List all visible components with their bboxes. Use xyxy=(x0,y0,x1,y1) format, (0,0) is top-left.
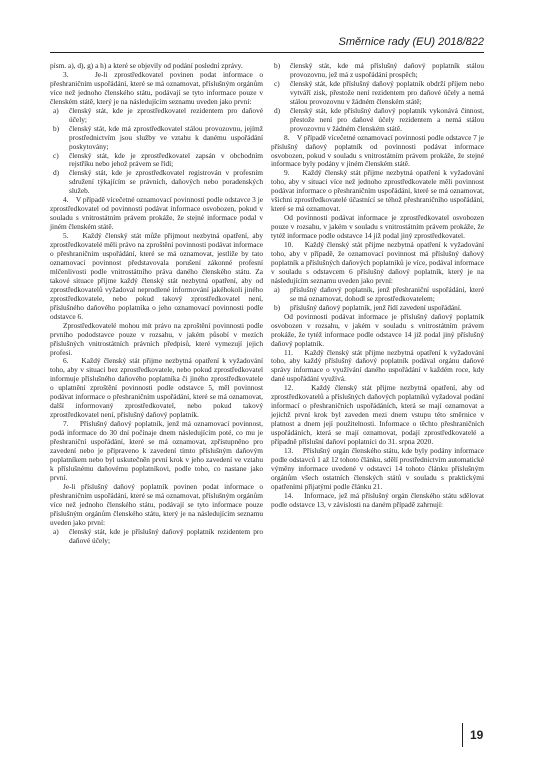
list-item-text: členský stát, kde je zprostředkovatel rezidentem pro daňové účely; xyxy=(69,105,263,124)
paragraph: Je-li příslušný daňový poplatník povinen podat informace o přeshraničním uspořádání, které se má oznamovat, příslušným orgánům více než jednoho členského státu, podávají se tyto informace pouze příslušným orgánům členského státu, který je na následujícím seznamu uveden jako první: xyxy=(50,481,263,527)
list-item-text: členský stát, kde má příslušný daňový poplatník stálou provozovnu, jež má z uspořádání prospěch; xyxy=(290,61,484,79)
paragraph: 13. Příslušný orgán členského státu, kde byly podány informace podle odstavců 1 až 12 tohoto článku, sdělí prostřednictvím automatické výměny informace uvedené v odstavci 14 tohoto článku příslušným orgánům všech ostatních členských států v souladu s praktickými opatřeními přijatými podle článku 21. xyxy=(271,445,484,491)
list-item-text: členský stát, kde příslušný daňový poplatník obdrží příjem nebo vytváří zisk, přestože není rezidentem pro daňové účely a nemá stálou provozovnu v žádném členském státě; xyxy=(290,78,484,106)
list-item xyxy=(271,107,484,134)
list-item-marker: a) xyxy=(53,105,59,115)
paragraph: 7. Příslušný daňový poplatník, jenž má oznamovací povinnost, podá informace do 30 dní počínaje dnem následujícím poté, co mu je přeshraniční uspořádání, které se má oznamovat, zpřístupněno pro zavedení nebo je připraveno k zavedení tímto příslušným daňovým poplatníkem nebo byl uskutečněn první krok v jeho zavedení ve vztahu k příslušnému daňovému poplatníkovi, podle toho, co nastane jako první. xyxy=(50,419,263,482)
paragraph: 10. Každý členský stát přijme nezbytná opatření k vyžadování toho, aby v případě, že oznamovací povinnost má příslušný daňový poplatník a příslušných daňových poplatníků je více, podával informace v souladu s odstavcem 6 příslušný daňový poplatník, který je na následujícím seznamu uveden jako první: xyxy=(271,240,484,285)
list-item-marker: a) xyxy=(53,526,59,536)
list-item-marker: a) xyxy=(274,284,280,294)
list-item-text: příslušný daňový poplatník, jenž řídí zavedení uspořádání. xyxy=(290,302,462,312)
paragraph: 12. Každý členský stát přijme nezbytná opatření, aby od zprostředkovatelů a příslušných daňových poplatníků vyžadoval podání informací o přeshraničních uspořádáních, která se mají oznamovat a jejichž první krok byl zaveden mezi dnem vstupu této směrnice v platnost a dnem její použitelnosti. Informace o těchto přeshraničních uspořádáních, která se mají oznamovat, podají zprostředkovatelé a případně příslušní daňoví poplatníci do 31. srpna 2020. xyxy=(271,383,484,447)
list-item-marker: c) xyxy=(53,150,59,160)
list-item-text: příslušný daňový poplatník, jenž přeshraniční uspořádání, které se má oznamovat, dohodl se zprostředkovatelem; xyxy=(290,284,484,303)
left-text-column xyxy=(50,62,263,545)
paragraph: 14. Informace, jež má příslušný orgán členského státu sdělovat podle odstavce 13, v závislosti na daném případě zahrnují: xyxy=(271,490,484,509)
list-item xyxy=(271,62,484,80)
paragraph: Zprostředkovatelé mohou mít právo na zproštění povinnosti podle prvního pododstavce pouze v rozsahu, v jakém působí v mezích příslušných vnitrostátních právních předpisů, které vymezují jejich profesi. xyxy=(50,320,263,357)
list-item-marker: c) xyxy=(274,78,280,88)
paragraph: 4. V případě vícečetné oznamovací povinnosti podle odstavce 3 je zprostředkovatel od povinnosti podávat informace osvobozen, pokud v souladu s vnitrostátním právem prokáže, že stejné informace podal v jiném členském státě. xyxy=(50,195,263,232)
list-item-marker: d) xyxy=(274,105,281,115)
paragraph: 3. Je-li zprostředkovatel povinen podat informace o přeshraničním uspořádání, které se má oznamovat, příslušným orgánům více než jednoho členského státu, podávají se tyto informace pouze v členském státě, který je na následujícím seznamu uveden jako první: xyxy=(50,69,263,106)
paragraph: písm. a), d), g) a h) a které se objevily od podání poslední zprávy. xyxy=(50,61,243,70)
right-text-column xyxy=(271,62,484,510)
page-header xyxy=(0,0,534,62)
list-item xyxy=(50,169,263,196)
paragraph: Od povinnosti podávat informace je příslušný daňový poplatník osvobozen v rozsahu, v jakém v souladu s vnitrostátním právem prokáže, že tytéž informace podle odstavce 14 již podal jiný příslušný daňový poplatník. xyxy=(271,311,484,348)
paragraph: 11. Každý členský stát přijme nezbytná opatření k vyžadování toho, aby každý příslušný daňový poplatník podával orgánu daňové správy informace o využívání daného uspořádání v každém roce, kdy dané uspořádání využívá. xyxy=(271,347,484,384)
paragraph: 5. Každý členský stát může přijmout nezbytná opatření, aby zprostředkovatelé měli právo na zproštění povinnosti podávat informace o přeshraničním uspořádání, které se má oznamovat, jestliže by tato oznamovací povinnost představovala porušení zákonné profesní mlčenlivosti podle vnitrostátního práva daného členského státu. Za takové situace přijme každý členský stát nezbytná opatření, aby od zprostředkovatelů vyžadoval neprodlené informování jakéhokoli jiného zprostředkovatele, nebo pokud takový zprostředkovatel není, příslušného daňového poplatníka o jeho oznamovací povinnosti podle odstavce 6. xyxy=(50,231,263,321)
paragraph: Od povinnosti podávat informace je zprostředkovatel osvobozen pouze v rozsahu, v jakém v souladu s vnitrostátním právem prokáže, že tytéž informace podle odstavce 14 již podal jiný zprostředkovatel. xyxy=(271,213,484,241)
list-item-marker: d) xyxy=(53,168,60,178)
list-item xyxy=(271,286,484,304)
list-item-marker: b) xyxy=(274,61,281,70)
running-header-title: Směrnice rady (EU) 2018/822 xyxy=(338,36,484,48)
list-item-text: členský stát, kde je zprostředkovatel registrován v profesním sdružení týkajícím se právních, daňových nebo poradenských služeb. xyxy=(69,168,263,196)
list-item-text: členský stát, kde má zprostředkovatel stálou provozovnu, jejímž prostřednictvím jsou služby ve vztahu k danému uspořádání poskytovány; xyxy=(69,123,263,151)
paragraph: 8. V případě vícečetné oznamovací povinnosti podle odstavce 7 je příslušný daňový poplatník od povinnosti podávat informace osvobozen, pokud v souladu s vnitrostátním právem prokáže, že stejné informace byly podány v jiném členském státě. xyxy=(271,132,484,169)
page-number: 19 xyxy=(470,728,484,742)
list-item-marker: b) xyxy=(274,302,281,312)
list-item xyxy=(271,304,484,313)
list-item xyxy=(50,152,263,170)
list-item-text: členský stát, kde příslušný daňový poplatník vykonává činnost, přestože není pro daňové účely rezidentem a nemá stálou provozovnu v žádném členském státě. xyxy=(290,105,484,133)
paragraph: 9. Každý členský stát přijme nezbytná opatření k vyžadování toho, aby v situaci více než jednoho zprostředkovatele měli povinnost podávat informace o přeshraničním uspořádání, které se má oznamovat, všichni zprostředkovatelé účastnící se téhož přeshraničního uspořádání, které se má oznamovat. xyxy=(271,168,484,214)
list-item-marker: b) xyxy=(53,123,60,133)
list-item xyxy=(50,125,263,152)
list-item-text: členský stát, kde je zprostředkovatel zapsán v obchodním rejstříku nebo jehož právem se řídí; xyxy=(69,150,263,169)
list-item xyxy=(50,528,263,546)
header-rule xyxy=(50,52,484,53)
list-item xyxy=(50,107,263,125)
list-item xyxy=(271,80,484,107)
paragraph: 6. Každý členský stát přijme nezbytná opatření k vyžadování toho, aby v situaci bez zprostředkovatele, nebo pokud zprostředkovatel informuje příslušného daňového poplatníka či jiného zprostředkovatele o uplatnění zproštění povinnosti podle odstavce 5, měl povinnost podávat informace o přeshraničním uspořádání, které se má oznamovat, další informovaný zprostředkovatel, nebo pokud takový zprostředkovatel není, příslušný daňový poplatník. xyxy=(50,356,263,420)
list-item-text: členský stát, kde je příslušný daňový poplatník rezidentem pro daňové účely; xyxy=(69,526,263,545)
